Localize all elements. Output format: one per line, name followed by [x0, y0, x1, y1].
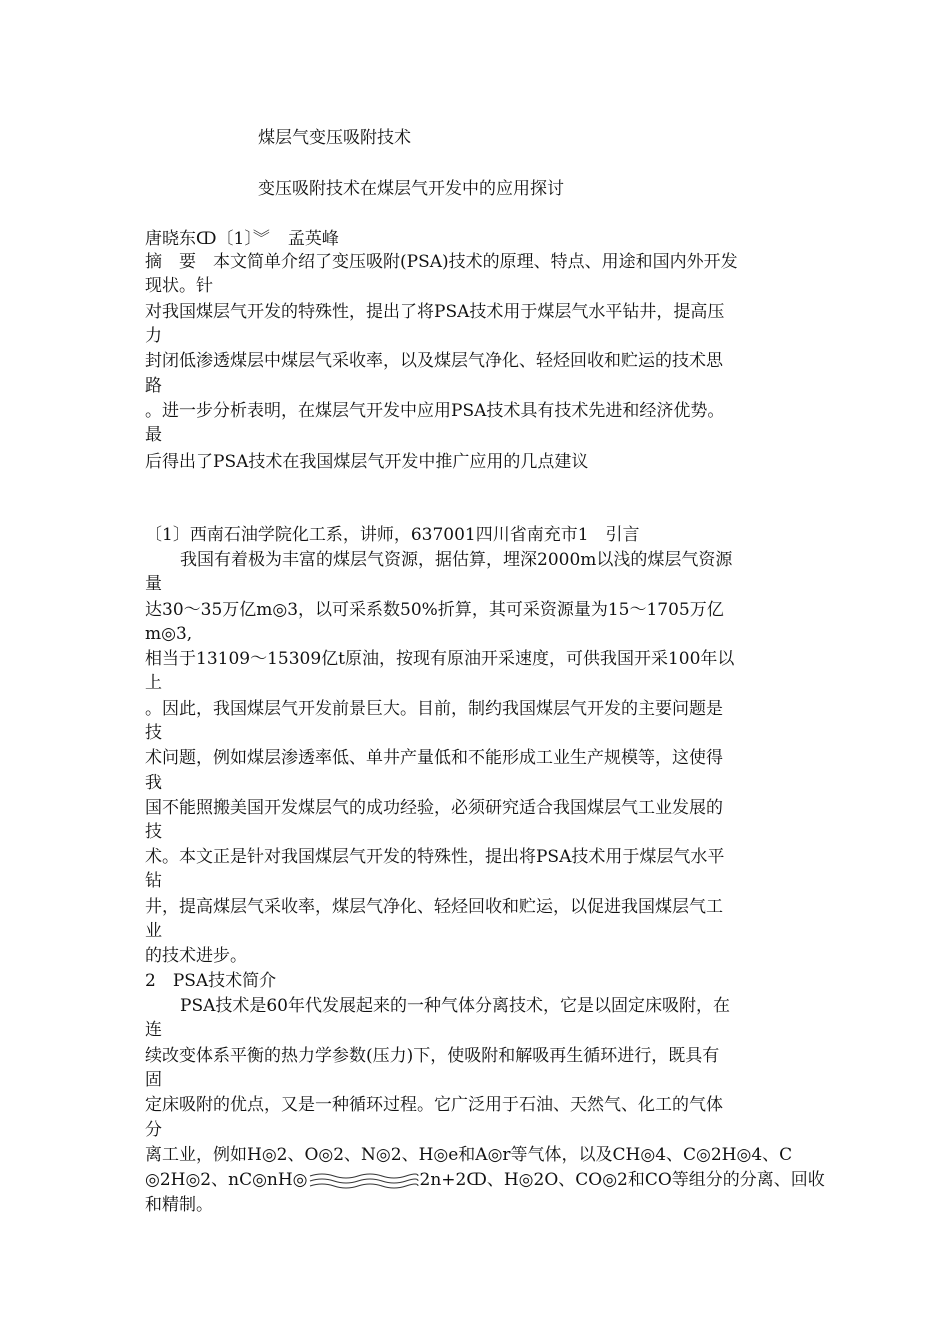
intro-line: 相当于13109～15309亿t原油，按现有原油开采速度，可供我国开采100年以: [145, 649, 735, 669]
intro-line: m◎3,: [145, 624, 193, 644]
intro-line: 术问题，例如煤层渗透率低、单井产量低和不能形成工业生产规模等，这使得: [145, 748, 723, 768]
affiliation-line: 〔1〕西南石油学院化工系，讲师，637001四川省南充市1 引言: [145, 525, 640, 545]
abstract-line: 路: [145, 376, 162, 396]
intro-line: 。因此，我国煤层气开发前景巨大。目前，制约我国煤层气开发的主要问题是: [145, 699, 723, 719]
intro-line: 上: [145, 673, 162, 693]
intro-line: 技: [145, 822, 162, 842]
document-subtitle: 变压吸附技术在煤层气开发中的应用探讨: [258, 179, 564, 199]
abstract-line: 现状。针: [145, 276, 213, 296]
abstract-line: 封闭低渗透煤层中煤层气采收率，以及煤层气净化、轻烃回收和贮运的技术思: [145, 351, 723, 371]
author-name-1: 唐晓东: [145, 229, 196, 249]
intro-line: 业: [145, 921, 162, 941]
psa-line: 固: [145, 1070, 162, 1090]
author-squiggle-icon: ︾: [252, 229, 270, 249]
psa-line: 连: [145, 1020, 162, 1040]
author-mark-1: ↀ〔1〕: [196, 229, 253, 249]
wavy-line-icon: [308, 1172, 420, 1190]
psa-line: 分: [145, 1120, 162, 1140]
abstract-line: 。进一步分析表明，在煤层气开发中应用PSA技术具有技术先进和经济优势。: [145, 401, 725, 421]
author-line: [145, 227, 339, 251]
author-name-2: 孟英峰: [287, 229, 339, 249]
section-heading: 2 PSA技术简介: [145, 971, 277, 991]
psa-formula-line: [145, 1168, 825, 1192]
intro-line: 我: [145, 773, 162, 793]
abstract-line: 摘 要 本文简单介绍了变压吸附(PSA)技术的原理、特点、用途和国内外开发: [145, 252, 738, 272]
intro-line: 井，提高煤层气采收率，煤层气净化、轻烃回收和贮运，以促进我国煤层气工: [145, 897, 723, 917]
psa-formula-left: ◎2H◎2、nC◎nH◎: [145, 1170, 308, 1190]
psa-line: 续改变体系平衡的热力学参数(压力)下，使吸附和解吸再生循环进行，既具有: [145, 1046, 720, 1066]
abstract-line: 对我国煤层气开发的特殊性，提出了将PSA技术用于煤层气水平钻井，提高压: [145, 302, 725, 322]
intro-line: 钻: [145, 871, 162, 891]
abstract-line: 后得出了PSA技术在我国煤层气开发中推广应用的几点建议: [145, 452, 589, 472]
intro-line: 达30～35万亿m◎3，以可采系数50%折算，其可采资源量为15～1705万亿: [145, 600, 724, 620]
intro-line: 技: [145, 723, 162, 743]
abstract-line: 力: [145, 326, 162, 346]
intro-line: 量: [145, 574, 162, 594]
psa-line-last: 和精制。: [145, 1195, 213, 1215]
psa-line: 定床吸附的优点，又是一种循环过程。它广泛用于石油、天然气、化工的气体: [145, 1095, 723, 1115]
intro-paragraph-start: 我国有着极为丰富的煤层气资源，据估算，埋深2000m以浅的煤层气资源: [180, 550, 733, 570]
abstract-line: 最: [145, 425, 162, 445]
intro-line: 国不能照搬美国开发煤层气的成功经验，必须研究适合我国煤层气工业发展的: [145, 798, 723, 818]
intro-line: 术。本文正是针对我国煤层气开发的特殊性，提出将PSA技术用于煤层气水平: [145, 847, 725, 867]
psa-line: 离工业，例如H◎2、O◎2、N◎2、H◎e和A◎r等气体，以及CH◎4、C◎2H◎4、C: [145, 1145, 793, 1165]
psa-formula-right: 2n+2ↀ、H◎2O、CO◎2和CO等组分的分离、回收: [419, 1170, 825, 1190]
psa-paragraph-start: PSA技术是60年代发展起来的一种气体分离技术，它是以固定床吸附，在: [180, 996, 730, 1016]
intro-line: 的技术进步。: [145, 946, 247, 966]
document-title: 煤层气变压吸附技术: [258, 128, 411, 148]
